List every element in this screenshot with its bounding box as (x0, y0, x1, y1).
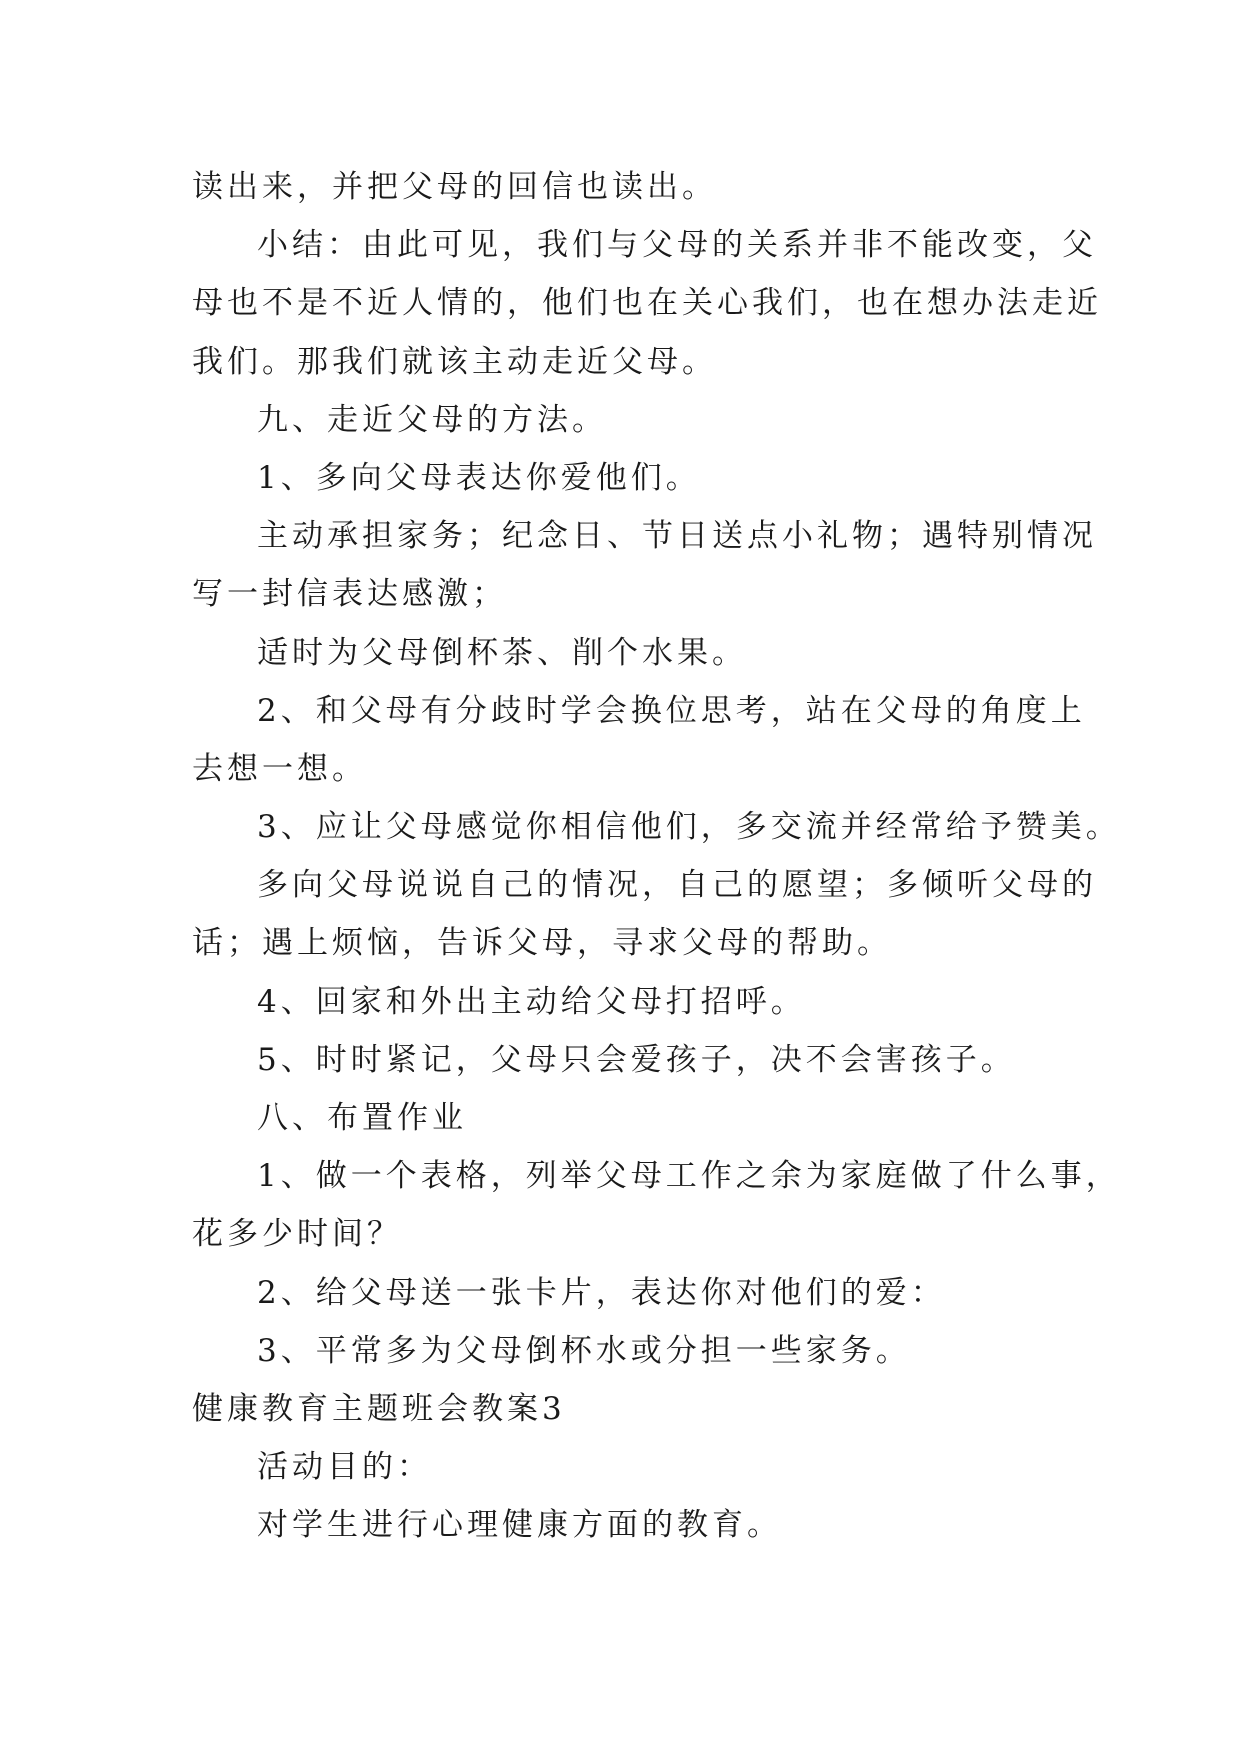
list-item: 3、平常多为父母倒杯水或分担一些家务。 (257, 1332, 911, 1369)
text-line: 对学生进行心理健康方面的教育。 (257, 1507, 782, 1544)
list-item: 5、时时紧记，父母只会爱孩子，决不会害孩子。 (257, 1041, 1016, 1078)
section-heading: 八、布置作业 (257, 1100, 467, 1136)
list-item: 4、回家和外出主动给父母打招呼。 (257, 983, 806, 1020)
text-line: 去想一想。 (192, 750, 367, 787)
document-title: 健康教育主题班会教案3 (192, 1390, 566, 1427)
text-line: 适时为父母倒杯茶、削个水果。 (257, 634, 747, 671)
section-heading: 活动目的： (257, 1449, 432, 1486)
section-heading: 九、走近父母的方法。 (257, 401, 607, 438)
text-line: 花多少时间？ (192, 1216, 402, 1253)
text-line: 我们。那我们就该主动走近父母。 (192, 343, 717, 380)
list-item: 1、做一个表格，列举父母工作之余为家庭做了什么事， (257, 1158, 1121, 1195)
list-item: 2、给父母送一张卡片，表达你对他们的爱： (257, 1274, 946, 1311)
text-line: 小结：由此可见，我们与父母的关系并非不能改变，父 (257, 227, 1097, 264)
text-line: 写一封信表达感激； (192, 576, 507, 613)
text-line: 读出来，并把父母的回信也读出。 (192, 169, 717, 205)
text-line: 多向父母说说自己的情况，自己的愿望；多倾听父母的 (257, 867, 1097, 904)
text-line: 主动承担家务；纪念日、节日送点小礼物；遇特别情况 (257, 518, 1097, 555)
list-item: 3、应让父母感觉你相信他们，多交流并经常给予赞美。 (257, 809, 1121, 846)
list-item: 2、和父母有分歧时学会换位思考，站在父母的角度上 (257, 692, 1086, 729)
text-line: 母也不是不近人情的，他们也在关心我们，也在想办法走近 (192, 285, 1102, 322)
text-line: 话；遇上烦恼，告诉父母，寻求父母的帮助。 (192, 925, 892, 962)
list-item: 1、多向父母表达你爱他们。 (257, 459, 701, 496)
document-body (192, 158, 1121, 1555)
